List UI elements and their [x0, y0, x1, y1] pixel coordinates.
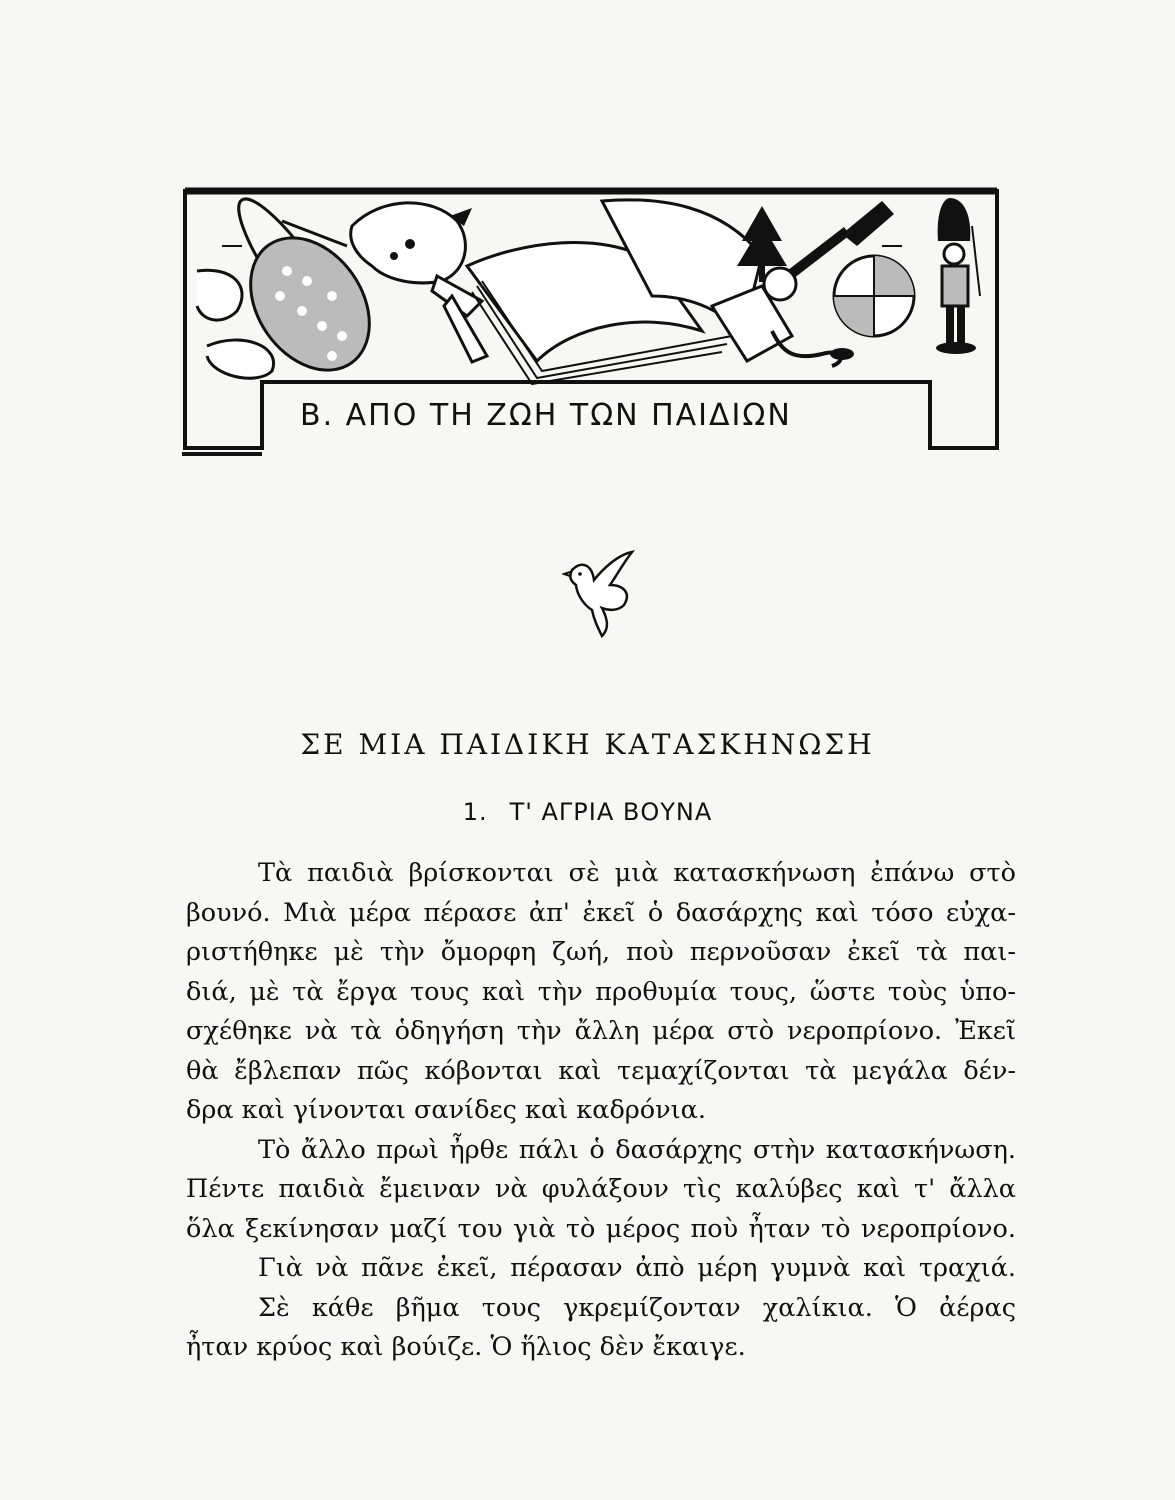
text-line: θὰ ἔβλεπαν πῶς κόβονται καὶ τεμαχίζονται τὰ μεγάλα δέν-: [186, 1055, 1016, 1086]
text-line: βουνό. Μιὰ μέρα πέρασε ἀπ' ἐκεῖ ὁ δασάρχης καὶ τόσο εὐχα-: [186, 897, 1016, 928]
text-line: ἦταν κρύος καὶ βούιζε. Ὁ ἥλιος δὲν ἔκαιγε.: [186, 1332, 746, 1362]
text-line: Τὰ παιδιὰ βρίσκονται σὲ μιὰ κατασκήνωση ἐπάνω στὸ: [258, 858, 1016, 888]
open-book-icon: [467, 200, 762, 384]
story-text: [186, 854, 1016, 1368]
doll-icon: [197, 187, 487, 392]
text-line: ὅλα ξεκίνησαν μαζί του γιὰ τὸ μέρος ποὺ ἦταν τὸ νεροπρίονο.: [186, 1213, 1016, 1244]
section-heading: Β. ΑΠΟ ΤΗ ΖΩΗ ΤΩΝ ΠΑΙΔΙΩΝ: [300, 398, 792, 433]
dove-icon: [562, 550, 642, 640]
text-line: σχέθηκε νὰ τὰ ὁδηγήση τὴν ἄλλη μέρα στὸ νεροπρίονο. Ἐκεῖ: [186, 1016, 1016, 1046]
story-title: ΣΕ ΜΙΑ ΠΑΙΔΙΚΗ ΚΑΤΑΣΚΗΝΩΣΗ: [300, 728, 875, 761]
chapter-heading: [0, 798, 1175, 826]
toy-soldier-icon: [936, 198, 980, 354]
ball-icon: [834, 256, 914, 336]
text-line: ριστήθηκε μὲ τὴν ὄμορφη ζωή, ποὺ περνοῦσαν ἐκεῖ τὰ παι-: [186, 937, 1016, 967]
text-line: Πέντε παιδιὰ ἔμειναν νὰ φυλάξουν τὶς καλύβες καὶ τ' ἄλλα: [186, 1174, 1016, 1204]
text-line: δρα καὶ γίνονται σανίδες καὶ καδρόνια.: [186, 1095, 706, 1125]
chapter-number: 1.: [462, 798, 488, 826]
text-line: διά, μὲ τὰ ἔργα τους καὶ τὴν προθυμία τους, ὥστε τοὺς ὑπο-: [186, 976, 1016, 1007]
text-line: Σὲ κάθε βῆμα τους γκρεμίζονταν χαλίκια. Ὁ ἀέρας: [258, 1292, 1016, 1323]
text-line: Γιὰ νὰ πᾶνε ἐκεῖ, πέρασαν ἀπὸ μέρη γυμνὰ καὶ τραχιά.: [258, 1253, 1016, 1283]
chapter-title: Τ' ΑΓΡΙΑ ΒΟΥΝΑ: [509, 798, 713, 826]
text-line: Τὸ ἄλλο πρωὶ ἦρθε πάλι ὁ δασάρχης στὴν κατασκήνωση.: [258, 1134, 1016, 1165]
